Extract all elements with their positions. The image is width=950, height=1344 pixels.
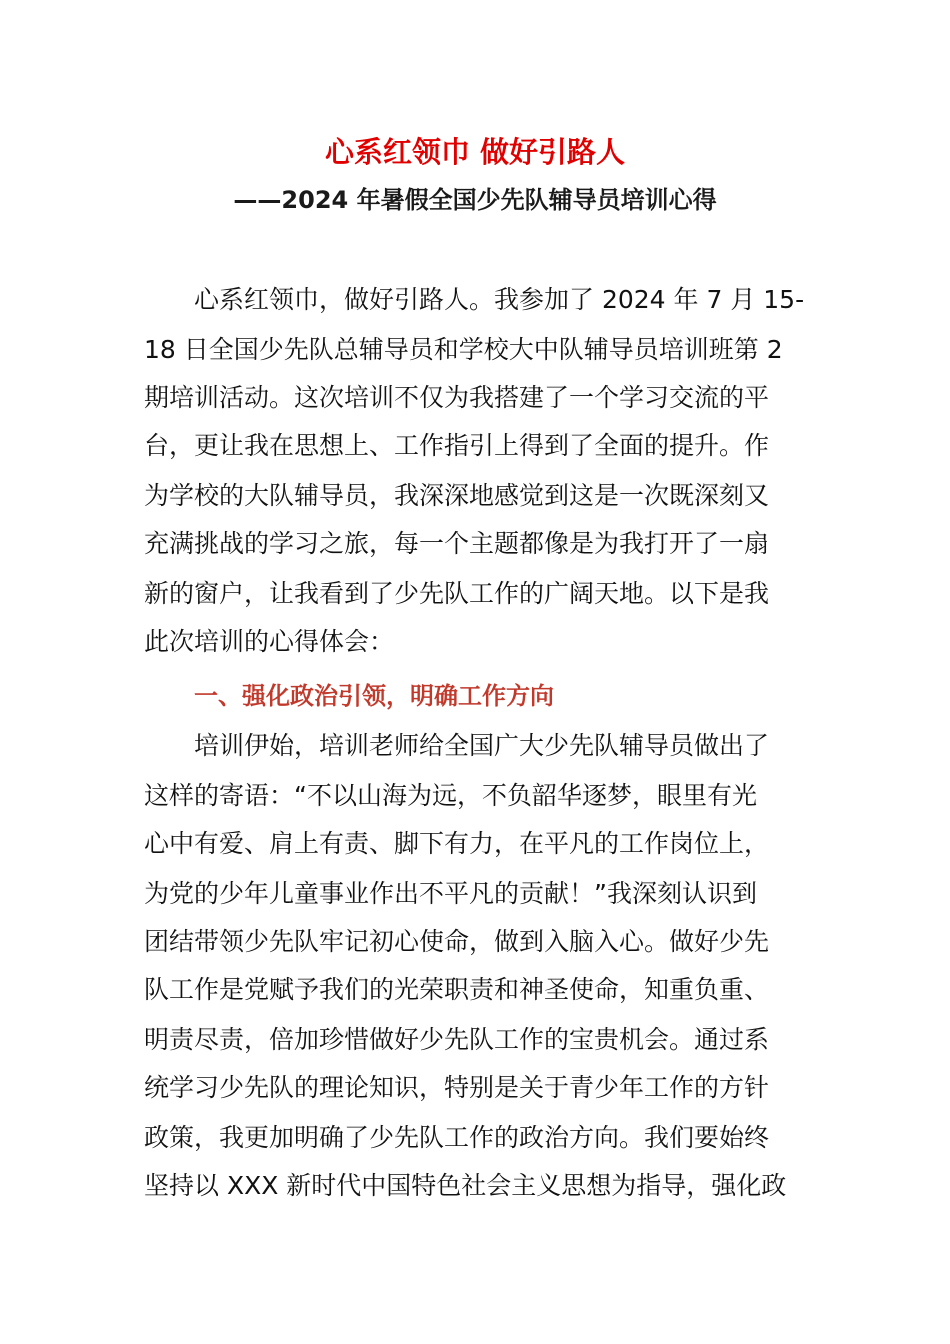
paragraph-line: 台，更让我在思想上、工作指引上得到了全面的提升。作 (144, 431, 770, 460)
paragraph-line: 心中有爱、肩上有责、脚下有力，在平凡的工作岗位上， (144, 829, 770, 858)
document-title: 心系红领巾 做好引路人 (324, 135, 626, 169)
paragraph-line: 团结带领少先队牢记初心使命，做到入脑入心。做好少先 (144, 927, 770, 956)
paragraph-line: 此次培训的心得体会： (144, 627, 395, 656)
paragraph-line: 期培训活动。这次培训不仅为我搭建了一个学习交流的平 (144, 383, 770, 412)
document-subtitle: ——2024 年暑假全国少先队辅导员培训心得 (233, 186, 717, 214)
paragraph-line: 心系红领巾，做好引路人。我参加了 2024 年 7 月 15- (194, 285, 805, 314)
paragraph-line: 新的窗户，让我看到了少先队工作的广阔天地。以下是我 (144, 579, 770, 608)
paragraph-line: 政策，我更加明确了少先队工作的政治方向。我们要始终 (144, 1123, 770, 1152)
paragraph-line: 培训伊始，培训老师给全国广大少先队辅导员做出了 (194, 731, 770, 760)
paragraph-line: 这样的寄语：“不以山海为远，不负韶华逐梦，眼里有光 (144, 781, 757, 810)
paragraph-line: 为党的少年儿童事业作出不平凡的贡献！”我深刻认识到 (144, 879, 757, 908)
paragraph-line: 坚持以 XXX 新时代中国特色社会主义思想为指导，强化政 (144, 1171, 787, 1200)
paragraph-line: 充满挑战的学习之旅，每一个主题都像是为我打开了一扇 (144, 529, 770, 558)
paragraph-line: 统学习少先队的理论知识，特别是关于青少年工作的方针 (144, 1073, 770, 1102)
paragraph-line: 为学校的大队辅导员，我深深地感觉到这是一次既深刻又 (144, 481, 770, 510)
paragraph-line: 18 日全国少先队总辅导员和学校大中队辅导员培训班第 2 (144, 335, 783, 364)
paragraph-line: 队工作是党赋予我们的光荣职责和神圣使命，知重负重、 (144, 975, 770, 1004)
section-heading: 一、强化政治引领，明确工作方向 (194, 682, 554, 710)
paragraph-line: 明责尽责，倍加珍惜做好少先队工作的宝贵机会。通过系 (144, 1025, 770, 1054)
